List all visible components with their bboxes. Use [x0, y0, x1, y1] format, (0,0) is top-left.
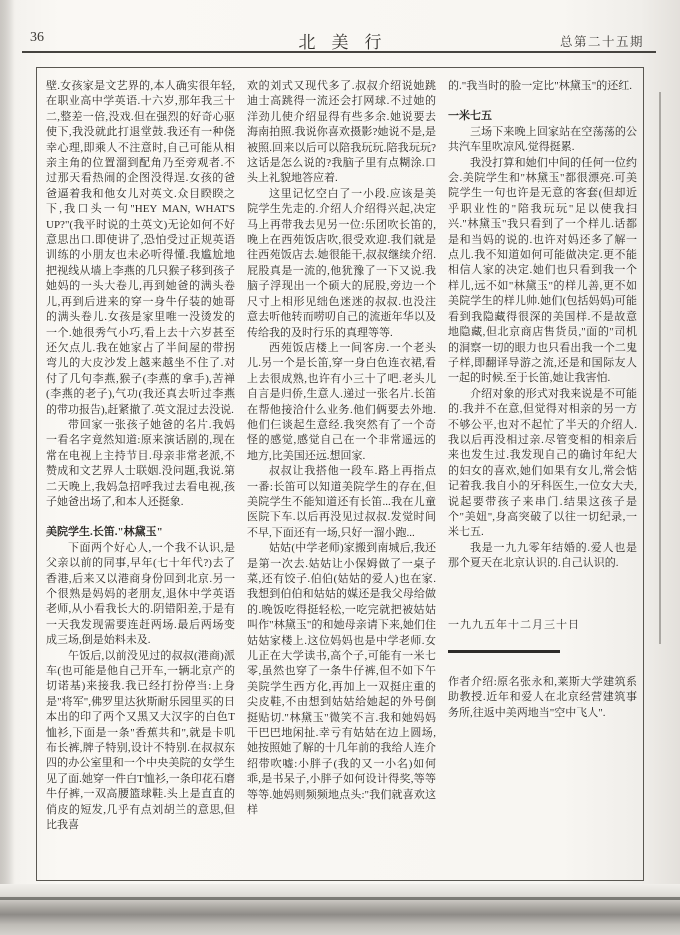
scan-bottom-shadow — [0, 884, 680, 935]
issue-label: 总第二十五期 — [559, 35, 644, 49]
paragraph: 下面两个好心人,一个我不认识,是父亲以前的同事,早年(七十年代?)去了香港,后来又以港商身份回到北京.另一个很熟是妈妈的老朋友,退休中学英语老师,从小看我长大的.阴错阳差,于是有一天我发现需要连赶两场.最后两场变成三场,倒是始料未及. — [46, 541, 235, 647]
section-heading: 美院学生.长笛."林黛玉" — [46, 526, 163, 539]
journal-title: 北美行 — [298, 33, 398, 52]
date-line: 一九九五年十二月三十日 — [448, 618, 580, 631]
scan-left-edge-shadow — [0, 0, 14, 935]
column-1 — [46, 79, 235, 880]
header-rule — [22, 51, 656, 53]
paragraph: 我没打算和她们中间的任何一位约会.美院学生和"林黛玉"都很漂亮.可美院学生一句也许是无意的客套(但却近乎职业性的"陪我玩玩"足以使我扫兴."林黛玉"我只看到了一个样儿.话都是和当妈的说的.也许对妈还多了解一点儿.我不知道如何可能做决定.更不能相信人家的决定.她们也只看到我一个样儿,远不如"林黛玉"的样儿善,更不如美院学生的样儿帅.她们(包括妈妈)可能看到我隐藏得很深的美国样.不是故意地隐藏,但北京商店售货员,"面的"司机的洞察一切的眼力也只看出我一个二鬼子样,即翻译导游之流,还是和国际友人一起的时候.至于长笛,她让我害怕. — [448, 156, 637, 385]
paragraph: 叔叔让我搭他一段车.路上再指点一番:长笛可以知道美院学生的存在,但美院学生不能知道还有长笛...我在儿童医院下车.以后再没见过叔叔.发觉时间不早,下面还有一场,只好一溜小跑... — [247, 465, 436, 539]
paragraph: 姑姑(中学老师)家搬到南城后,我还是第一次去.姑姑让小保姆做了一桌子菜,还有饺子.伯伯(姑姑的爱人)也在家.我想到伯伯和姑姑的媒还是我父母给做的.晚饭吃得挺轻松,一吃完就把被姑姑叫作"林黛玉"的和她母亲请下来,她们住姑姑家楼上.这位妈妈也是中学老师.女儿正在大学读书,高个子,可能有一米七零,虽然也穿了一条牛仔裤,但不如下午美院学生西方化,再加上一双挺庄重的尖皮鞋,不由想到姑姑给她起的外号倒挺贴切."林黛玉"微笑不言.我和她妈妈干巴巴地闲扯.幸亏有姑姑在边上圆场,她按照她了解的十几年前的我给人连介绍带吹嘘:小胖子(我的又一小名)如何乖,是书呆子,小胖子如何设计得奖,等等等等.她妈则频频地点头:"我们就喜欢这样 — [247, 542, 436, 817]
paragraph: 我是一九九零年结婚的.爱人也是那个夏天在北京认识的.自己认识的. — [448, 541, 637, 570]
article-box — [36, 67, 644, 881]
section-heading: 一米七五 — [448, 110, 492, 123]
paragraph: 午饭后,以前没见过的叔叔(港商)派车(也可能是他自己开车,一辆北京产的切诺基)来接我.我已经打扮停当:上身是"将军",佛罗里达狄斯耐乐园里买的日本出的印了两个又黑又大汉字的白色T恤衫,下面是一条"香蕉共和",就是卡叽布长裤,牌子特别,设计不特别.在叔叔东四的办公室里和一个中央美院的女学生见了面.她穿一件白T恤衫,一条印花石磨牛仔裤,一双高腰篮球鞋.头上是直直的俏皮的短发,几乎有点刘胡兰的意思,但比我喜 — [46, 649, 235, 832]
paragraph: 西苑饭店楼上一间客房.一个老头儿.另一个是长笛,穿一身白色连衣裙,看上去很成熟,也许有小三十了吧.老头儿自言是归侨,生意人.递过一张名片.长笛在帮他接洽什么业务.他们俩要去外地.他们仨谈起生意经.我突然有了一个奇怪的感觉,感觉自己在一个非常遥远的地方,比美国还远.想回家. — [247, 341, 436, 462]
paragraph: 三场下来晚上回家站在空荡荡的公共汽车里吹凉风.觉得挺累. — [448, 125, 637, 154]
column-2 — [247, 79, 436, 880]
paragraph: 介绍对象的形式对我来说是不可能的.我并不在意,但觉得对相亲的另一方不够公平,也对不起忙了半天的介绍人.我以后再没相过亲.尽管变相的相亲后来也发生过.我发现自己的确讨年纪大的妇女的喜欢,她们如果有女儿,常会惦记着我.我自小的牙科医生,一位女大夫,说起要带孩子来串门.结果这孩子是个"美妞",身高突破了以往一切纪录,一米七五. — [448, 387, 637, 539]
paragraph: 壁.女孩家是文艺界的,本人确实很年轻,在职业高中学英语.十六岁,那年我三十二,整差一倍,没戏.但在强烈的好奇心驱使下,我没就此打退堂鼓.我还有一种侥幸心理,即乘人不注意时,自己可能从相亲主角的位置溜到配角乃至旁观者.不过那天看热闹的企图没得逞.女孩的爸爸逼着我和他女儿对英文.众目睽睽之下,我口头一句"HEY MAN, WHAT'S UP?"(我平时说的土英文)无论如何不好意思出口.即使讲了,恐怕受过正规英语训练的小朋友也未必听得懂.我尴尬地把视线从墙上李燕的几只猴子移到孩子她妈的一头大卷儿,再到她爸的满头卷儿,再到后进来的穿一身牛仔装的她哥的满头卷儿.女孩是家里唯一没烫发的一个.她很秀气小巧,看上去十六岁甚至还欠点儿.我在她家占了半间屋的带拐弯儿的大皮沙发上越来越坐不住了.对付了几句李燕,猴子(李燕的拿手),苦禅(李燕的老子),气功(我还真去听过李燕的带功报告),赶紧撤了.英文混过去没说. — [46, 80, 235, 416]
scan-bottom-edge-line — [0, 897, 680, 900]
paragraph: 欢的刘式又现代多了.叔叔介绍说她跳迪士高跳得一流还会打网球.不过她的洋劲儿使介绍显得有些多余.她说要去海南拍照.我说你喜欢摄影?她说不是,是被照.回来以后可以陪我玩玩.陪我玩玩?这话是怎么说的?我脑子里有点糊涂.口头上礼貌地答应着. — [247, 80, 436, 185]
author-bio: 作者介绍:原名张永和,莱斯大学建筑系助教授.近年和爱人在北京经营建筑事务所,往返中美两地当"空中飞人". — [448, 676, 637, 719]
scan-right-edge-line — [659, 92, 661, 644]
page-number: 36 — [30, 30, 44, 45]
paragraph: 带回家一张孩子她爸的名片.我妈一看名字竟然知道:原来演话剧的,现在常在电视上主持节目.母亲非常老派,不赞成和文艺界人士联姻.没问题,我说.第二天晚上,我妈急招呼我过去看电视,孩子她爸出场了,和本人还挺象. — [46, 418, 235, 508]
paragraph: 这里记忆空白了一小段.应该是美院学生先走的.介绍人介绍得兴起,决定马上再带我去见另一位:乐团吹长笛的,晚上在西苑饭店吹,很受欢迎.我们就是往西苑饭店去.她很能干,叔叔继续介绍.屁股真是一流的,他犹豫了一下又说.我脑子浮现出一个硕大的屁股,旁边一个尺寸上相形见绌色迷迷的叔叔.也没注意去听他转而唠叨自己的流逝年华以及传给我的及时行乐的真理等等. — [247, 187, 436, 339]
divider-line — [448, 650, 560, 653]
column-3 — [448, 79, 637, 880]
paragraph: 的."我当时的脸一定比"林黛玉"的还红. — [448, 80, 632, 92]
